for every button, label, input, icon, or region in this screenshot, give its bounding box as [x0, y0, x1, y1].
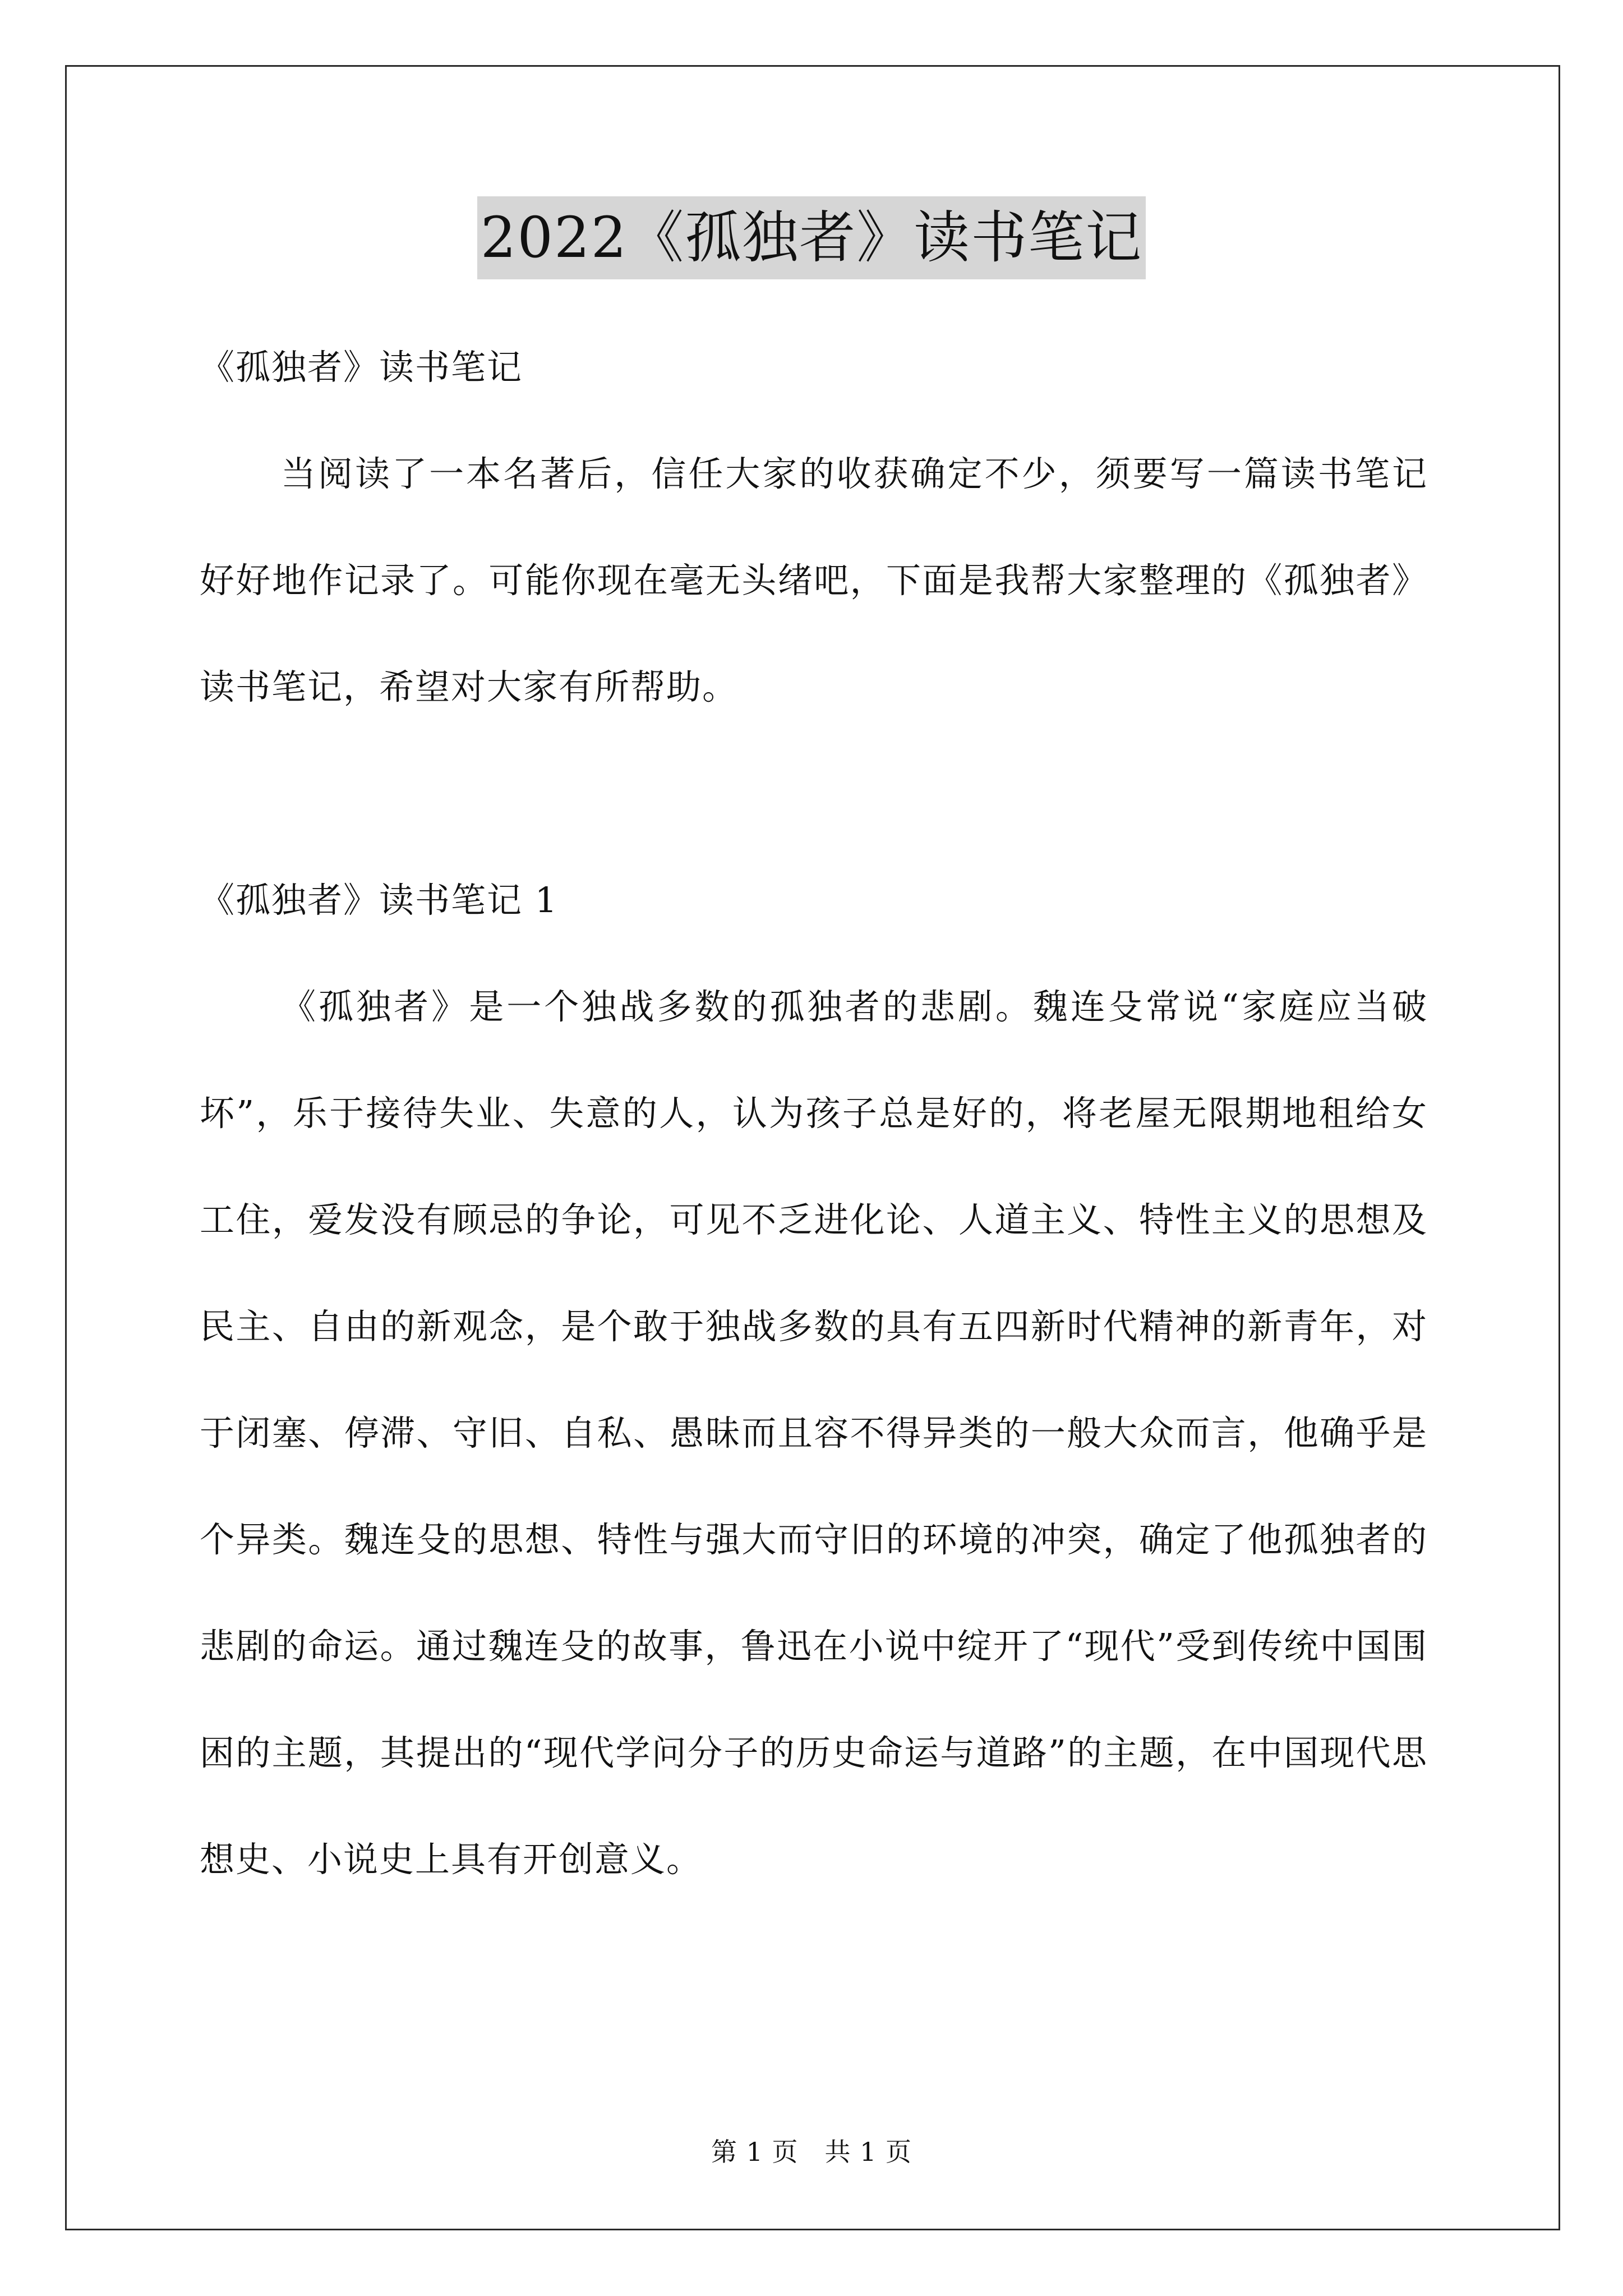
section1-heading: 《孤独者》读书笔记 1: [200, 880, 559, 921]
intro-paragraph: 当阅读了一本名著后，信任大家的收获确定不少，须要写一篇读书笔记好好地作记录了。可能你现在毫无头绪吧，下面是我帮大家整理的《孤独者》读书笔记，希望对大家有所帮助。: [200, 453, 1428, 707]
page-footer: 第 1 页 共 1 页: [711, 2137, 912, 2167]
section-spacer: [200, 740, 1428, 847]
section1-paragraph: 《孤独者》是一个独战多数的孤独者的悲剧。魏连殳常说“家庭应当破坏”，乐于接待失业、失意的人，认为孩子总是好的，将老屋无限期地租给女工住，爱发没有顾忌的争论，可见不乏进化论、人道主义、特性主义的思想及民主、自由的新观念，是个敢于独战多数的具有五四新时代精神的新青年，对于闭塞、停滞、守旧、自私、愚昧而且容不得异类的一般大众而言，他确乎是个异类。魏连殳的思想、特性与强大而守旧的环境的冲突，确定了他孤独者的悲剧的命运。通过魏连殳的故事，鲁迅在小说中绽开了“现代”受到传统中国围困的主题，其提出的“现代学问分子的历史命运与道路”的主题，在中国现代思想史、小说史上具有开创意义。: [200, 986, 1428, 1880]
title-container: [0, 196, 1623, 279]
intro-heading: 《孤独者》读书笔记: [200, 347, 523, 388]
document-body: [200, 314, 1428, 1913]
document-title: 2022《孤独者》读书笔记: [477, 196, 1146, 279]
